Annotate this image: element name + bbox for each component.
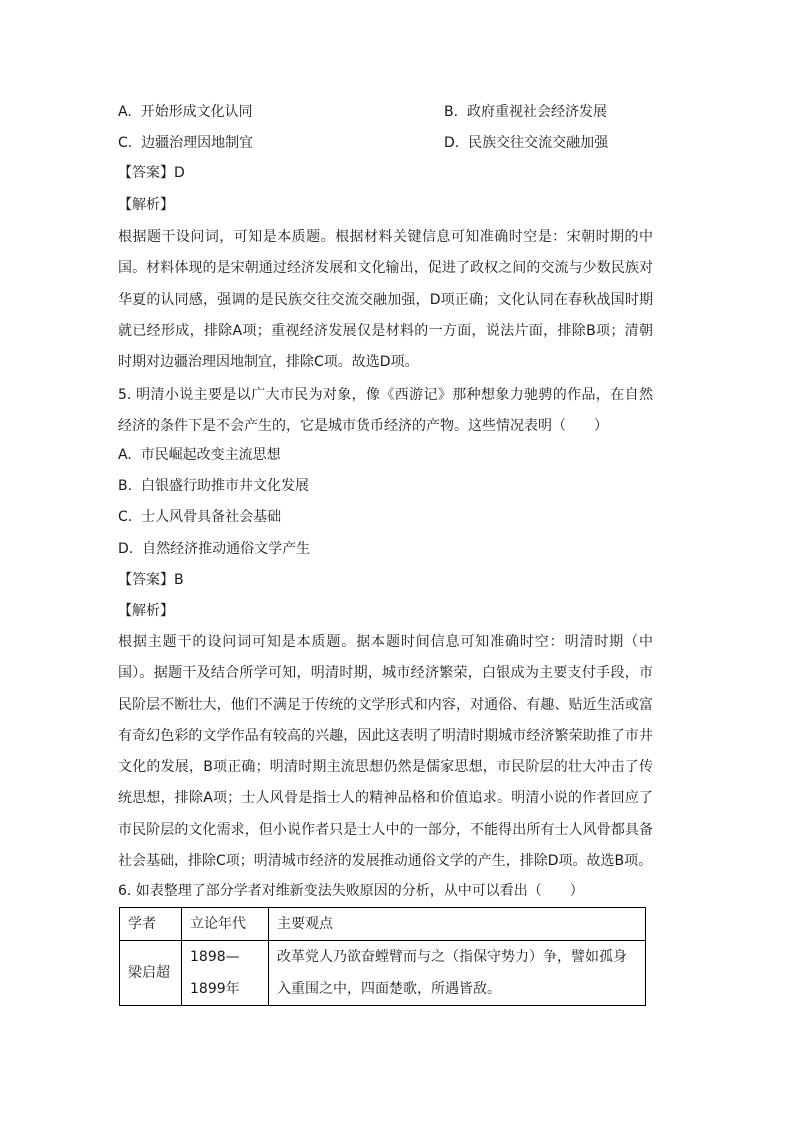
analysis-text: 根据题干设问词，可知是本质题。根据材料关键信息可知准确时空是：宋朝时期的中国。材料体现的是宋朝通过经济发展和文化输出，促进了政权之间的交流与少数民族对华夏的认同感，强调的是民族交往交流交融加强，D项正确；文化认同在春秋战国时期就已经形成，排除A项；重视经济发展仅是材料的一方面，说法片面，排除B项；清朝时期对边疆治理因地制宜，排除C项。故选D项。 <box>118 229 653 371</box>
table-cell: 改革党人乃欲奋螳臂而与之（指保守势力）争，譬如孤身入重围之中，四面楚歌，所遇皆敌。 <box>269 941 646 1006</box>
table-row <box>120 941 646 1006</box>
option-c: C. 士人风骨具备社会基础 <box>118 509 282 525</box>
table-header-row <box>120 908 646 941</box>
table-header: 学者 <box>120 908 182 941</box>
question-stem: 6. 如表整理了部分学者对维新变法失败原因的分析，从中可以看出（ ） <box>118 883 584 899</box>
data-table <box>119 907 646 1006</box>
option-a: A. 开始形成文化认同 <box>118 104 253 120</box>
option-b: B. 政府重视社会经济发展 <box>444 104 607 120</box>
option-d: D. 自然经济推动通俗文学产生 <box>118 541 311 557</box>
question-stem: 5. 明清小说主要是以广大市民为对象，像《西游记》那种想象力驰骋的作品，在自然经济的条件下是不会产生的，它是城市货币经济的产物。这些情况表明（ ） <box>118 387 653 435</box>
option-d: D. 民族交往交流交融加强 <box>444 135 609 151</box>
answer-label: 【答案】D <box>118 165 185 181</box>
analysis-label: 【解析】 <box>118 197 174 213</box>
option-b: B. 白银盛行助推市井文化发展 <box>118 478 309 494</box>
table-cell: 梁启超 <box>120 941 182 1006</box>
option-c: C. 边疆治理因地制宜 <box>118 135 254 151</box>
analysis-text: 根据主题干的设问词可知是本质题。据本题时间信息可知准确时空：明清时期（中国）。据题干及结合所学可知，明清时期，城市经济繁荣，白银成为主要支付手段，市民阶层不断壮大，他们不满足于传统的文学形式和内容，对通俗、有趣、贴近生活或富有奇幻色彩的文学作品有较高的兴趣，因此这表明了明清时期城市经济繁荣助推了市井文化的发展，B项正确；明清时期主流思想仍然是儒家思想，市民阶层的壮大冲击了传统思想，排除A项；士人风骨是指士人的精神品格和价值追求。明清小说的作者回应了市民阶层的文化需求，但小说作者只是士人中的一部分，不能得出所有士人风骨都具备社会基础，排除C项；明清城市经济的发展推动通俗文学的产生，排除D项。故选B项。 <box>118 634 653 870</box>
analysis-label: 【解析】 <box>118 603 174 619</box>
option-a: A. 市民崛起改变主流思想 <box>118 447 281 463</box>
answer-label: 【答案】B <box>118 572 184 588</box>
table-cell: 1898—1899年 <box>182 941 269 1006</box>
table-header: 主要观点 <box>269 908 646 941</box>
table-header: 立论年代 <box>182 908 269 941</box>
